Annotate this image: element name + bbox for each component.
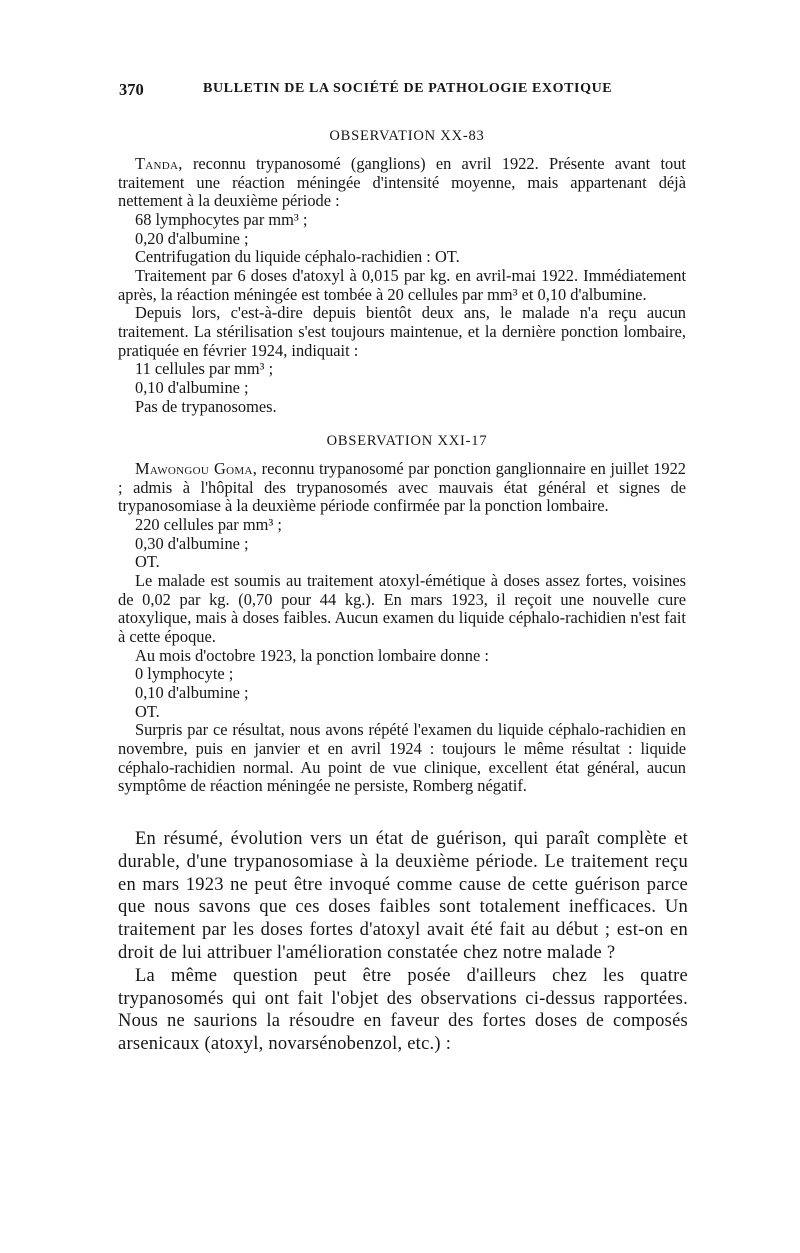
lab-line: 0,20 d'albumine ; bbox=[135, 228, 249, 248]
observation-1-intro-text: reconnu trypanosomé (ganglions) en avril 1922. Présente avant tout traitement une réaction méningée d'intensité moyenne, mais appartenant déjà nettement à la deuxième période : bbox=[118, 154, 686, 211]
result-line: 0 lymphocyte ; bbox=[135, 664, 234, 684]
lab-line: OT. bbox=[135, 552, 160, 572]
lab-line: Centrifugation du liquide céphalo-rachidien : OT. bbox=[135, 247, 460, 267]
summary-section bbox=[118, 828, 688, 1056]
observation-2-intro bbox=[118, 460, 686, 516]
result-line: 11 cellules par mm³ ; bbox=[135, 359, 274, 379]
lab-line: 68 lymphocytes par mm³ ; bbox=[135, 209, 308, 229]
observation-2-intro-text: reconnu trypanosomé par ponction ganglionnaire en juillet 1922 ; admis à l'hôpital des trypanosomés avec mauvais état général et signes de trypanosomiase à la deuxième période confirmée par la ponction lombaire. bbox=[118, 459, 686, 516]
observation-2-title: OBSERVATION XXI-17 bbox=[326, 433, 488, 449]
summary-paragraph: En résumé, évolution vers un état de guérison, qui paraît complète et durable, d'une trypanosomiase à la deuxième période. Le traitement reçu en mars 1923 ne peut être invoqué comme cause de cette guérison parce que nous savons que ces doses faibles sont totalement inefficaces. Un traitement par les doses fortes d'atoxyl avait été fait au début ; est-on en droit de lui attribuer l'amélioration constatée chez notre malade ? bbox=[118, 829, 688, 963]
followup-paragraph: Depuis lors, c'est-à-dire depuis bientôt deux ans, le malade n'a reçu aucun traitement. La stérilisation s'est toujours maintenue, et la dernière ponction lombaire, pratiquée en février 1924, indiquait : bbox=[118, 303, 686, 360]
treatment-paragraph: Le malade est soumis au traitement atoxyl-émétique à doses assez fortes, voisines de 0,02 par kg. (0,70 pour 44 kg.). En mars 1923, il reçoit une nouvelle cure atoxylique, mais à doses faibles. Aucun examen du liquide céphalo-rachidien n'est fait à cette époque. bbox=[118, 570, 686, 646]
observation-1-intro bbox=[118, 155, 686, 211]
observation-1-title: OBSERVATION XX-83 bbox=[329, 128, 485, 144]
treatment-paragraph: Traitement par 6 doses d'atoxyl à 0,015 par kg. en avril-mai 1922. Immédiatement après, la réaction méningée est tombée à 20 cellules par mm³ et 0,10 d'albumine. bbox=[118, 265, 686, 304]
patient-name: Mawongou Goma, bbox=[135, 459, 258, 478]
lab-line: 220 cellules par mm³ ; bbox=[135, 514, 282, 534]
result-line: Pas de trypanosomes. bbox=[135, 396, 277, 416]
page-number: 370 bbox=[119, 80, 144, 99]
running-title: BULLETIN DE LA SOCIÉTÉ DE PATHOLOGIE EXOTIQUE bbox=[203, 81, 613, 96]
observation-1-body bbox=[118, 155, 686, 416]
clinical-paragraph: Surpris par ce résultat, nous avons répété l'examen du liquide céphalo-rachidien en novembre, puis en janvier et en avril 1924 : toujours le même résultat : liquide céphalo-rachidien normal. Au point de vue clinique, excellent état général, aucun symptôme de réaction méningée ne persiste, Romberg négatif. bbox=[118, 720, 686, 796]
lumbar-puncture-paragraph: Au mois d'octobre 1923, la ponction lombaire donne : bbox=[135, 645, 489, 665]
summary-paragraph: La même question peut être posée d'ailleurs chez les quatre trypanosomés qui ont fait l'objet des observations ci-dessus rapportées. Nous ne saurions la résoudre en faveur des fortes doses de composés arsenicaux (atoxyl, novarsénobenzol, etc.) : bbox=[118, 965, 688, 1055]
result-line: 0,10 d'albumine ; bbox=[135, 377, 249, 397]
observation-2-body bbox=[118, 460, 686, 796]
result-line: 0,10 d'albumine ; bbox=[135, 682, 249, 702]
patient-name: Tanda, bbox=[135, 154, 183, 173]
lab-line: 0,30 d'albumine ; bbox=[135, 533, 249, 553]
result-line: OT. bbox=[135, 701, 160, 721]
